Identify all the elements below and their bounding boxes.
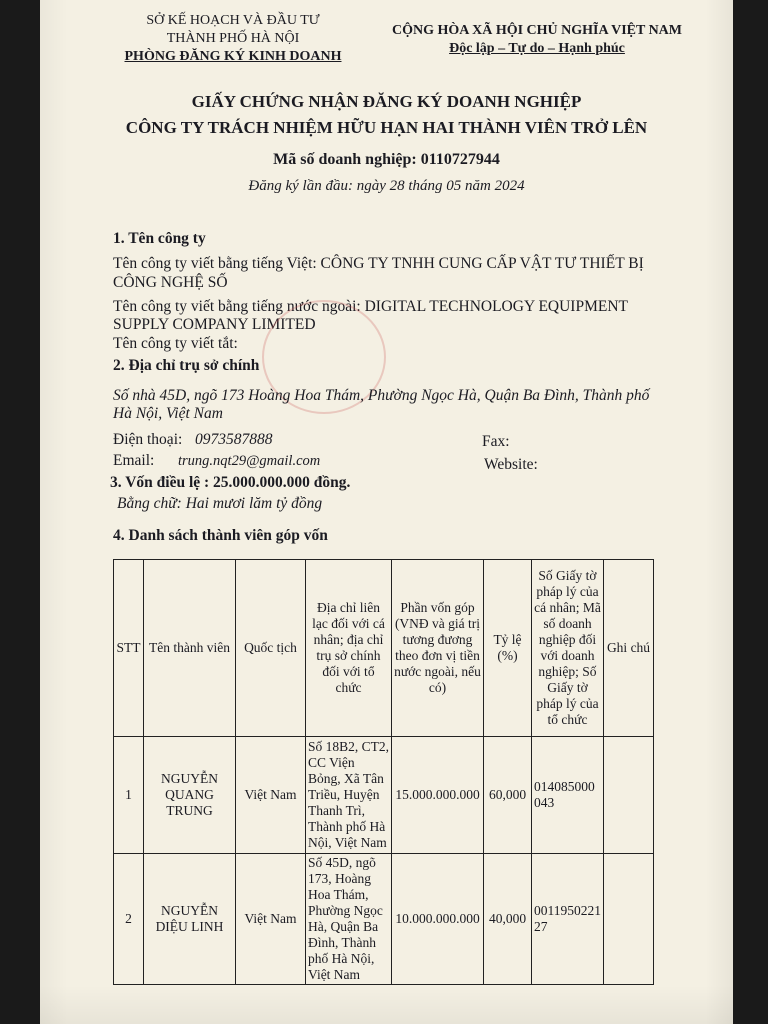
document-title: GIẤY CHỨNG NHẬN ĐĂNG KÝ DOANH NGHIỆP <box>191 92 582 111</box>
cell-capital: 15.000.000.000 <box>392 737 484 854</box>
vn-name-line-2: CÔNG NGHỆ SỐ <box>113 274 228 291</box>
section-2-heading: 2. Địa chỉ trụ sở chính <box>113 357 260 374</box>
cell-capital: 10.000.000.000 <box>392 854 484 985</box>
vn-name-line-1: Tên công ty viết bằng tiếng Việt: CÔNG TY TNHH CUNG CẤP VẬT TƯ THIẾT BỊ <box>113 255 644 272</box>
authority-line-2: THÀNH PHỐ HÀ NỘI <box>166 31 300 46</box>
authority-line-3: PHÒNG ĐĂNG KÝ KINH DOANH <box>124 49 342 64</box>
section-4-heading: 4. Danh sách thành viên góp vốn <box>113 527 328 544</box>
section-3-heading: 3. Vốn điều lệ : 25.000.000.000 đồng. <box>110 474 351 491</box>
column-header: Phần vốn góp (VNĐ và giá trị tương đương theo đơn vị tiền nước ngoài, nếu có) <box>392 560 484 737</box>
website-label: Website: <box>484 456 538 473</box>
column-header: Địa chỉ liên lạc đối với cá nhân; địa chỉ trụ sở chính đối với tổ chức <box>306 560 392 737</box>
cell-address: Số 18B2, CT2, CC Viện Bỏng, Xã Tân Triều, Huyện Thanh Trì, Thành phố Hà Nội, Việt Nam <box>306 737 392 854</box>
column-header: STT <box>114 560 144 737</box>
cell-nationality: Việt Nam <box>236 854 306 985</box>
email-value: trung.nqt29@gmail.com <box>178 453 321 469</box>
table-header-row <box>114 560 654 737</box>
table-row <box>114 854 654 985</box>
cell-note <box>604 737 654 854</box>
cell-stt: 1 <box>114 737 144 854</box>
column-header: Ghi chú <box>604 560 654 737</box>
cell-nationality: Việt Nam <box>236 737 306 854</box>
first-registration-date: Đăng ký lần đầu: ngày 28 tháng 05 năm 2024 <box>248 178 525 194</box>
phone-value: 0973587888 <box>195 431 273 448</box>
address-line-2: Hà Nội, Việt Nam <box>113 405 223 422</box>
address-line-1: Số nhà 45D, ngõ 173 Hoàng Hoa Thám, Phường Ngọc Hà, Quận Ba Đình, Thành phố <box>113 387 650 404</box>
column-header: Tỷ lệ (%) <box>484 560 532 737</box>
document-page <box>40 0 733 1024</box>
cell-doc-no: 014085000043 <box>532 737 604 854</box>
country-name: CỘNG HÒA XÃ HỘI CHỦ NGHĨA VIỆT NAM <box>391 23 682 38</box>
enterprise-code: Mã số doanh nghiệp: 0110727944 <box>273 151 500 168</box>
cell-address: Số 45D, ngõ 173, Hoàng Hoa Thám, Phường Ngọc Hà, Quận Ba Đình, Thành phố Hà Nội, Việt Nam <box>306 854 392 985</box>
cell-ratio: 60,000 <box>484 737 532 854</box>
issuing-authority <box>105 12 361 66</box>
cell-ratio: 40,000 <box>484 854 532 985</box>
column-header: Tên thành viên <box>144 560 236 737</box>
page-content <box>40 0 733 1024</box>
motto: Độc lập – Tự do – Hạnh phúc <box>449 41 625 56</box>
section-1-heading: 1. Tên công ty <box>113 230 206 247</box>
foreign-name-line-1: Tên công ty viết bằng tiếng nước ngoài: DIGITAL TECHNOLOGY EQUIPMENT <box>113 298 628 315</box>
email-label: Email: <box>113 452 155 469</box>
cell-name: NGUYỄN DIỆU LINH <box>144 854 236 985</box>
authority-line-1: SỞ KẾ HOẠCH VÀ ĐẦU TƯ <box>146 13 320 28</box>
cell-doc-no: 001195022127 <box>532 854 604 985</box>
phone-label: Điện thoại: <box>113 431 183 448</box>
fax-label: Fax: <box>482 433 510 450</box>
cell-note <box>604 854 654 985</box>
capital-in-words: Bằng chữ: Hai mươi lăm tỷ đồng <box>117 495 323 512</box>
table-row <box>114 737 654 854</box>
cell-stt: 2 <box>114 854 144 985</box>
short-name: Tên công ty viết tắt: <box>113 335 238 352</box>
column-header: Quốc tịch <box>236 560 306 737</box>
column-header: Số Giấy tờ pháp lý của cá nhân; Mã số doanh nghiệp đối với doanh nghiệp; Số Giấy tờ pháp lý của tổ chức <box>532 560 604 737</box>
document-subtitle: CÔNG TY TRÁCH NHIỆM HỮU HẠN HAI THÀNH VIÊN TRỞ LÊN <box>125 118 648 137</box>
members-table <box>113 559 654 985</box>
national-motto <box>382 22 692 58</box>
page-bottom-shade <box>40 985 733 1024</box>
foreign-name-line-2: SUPPLY COMPANY LIMITED <box>113 316 316 333</box>
cell-name: NGUYỄN QUANG TRUNG <box>144 737 236 854</box>
